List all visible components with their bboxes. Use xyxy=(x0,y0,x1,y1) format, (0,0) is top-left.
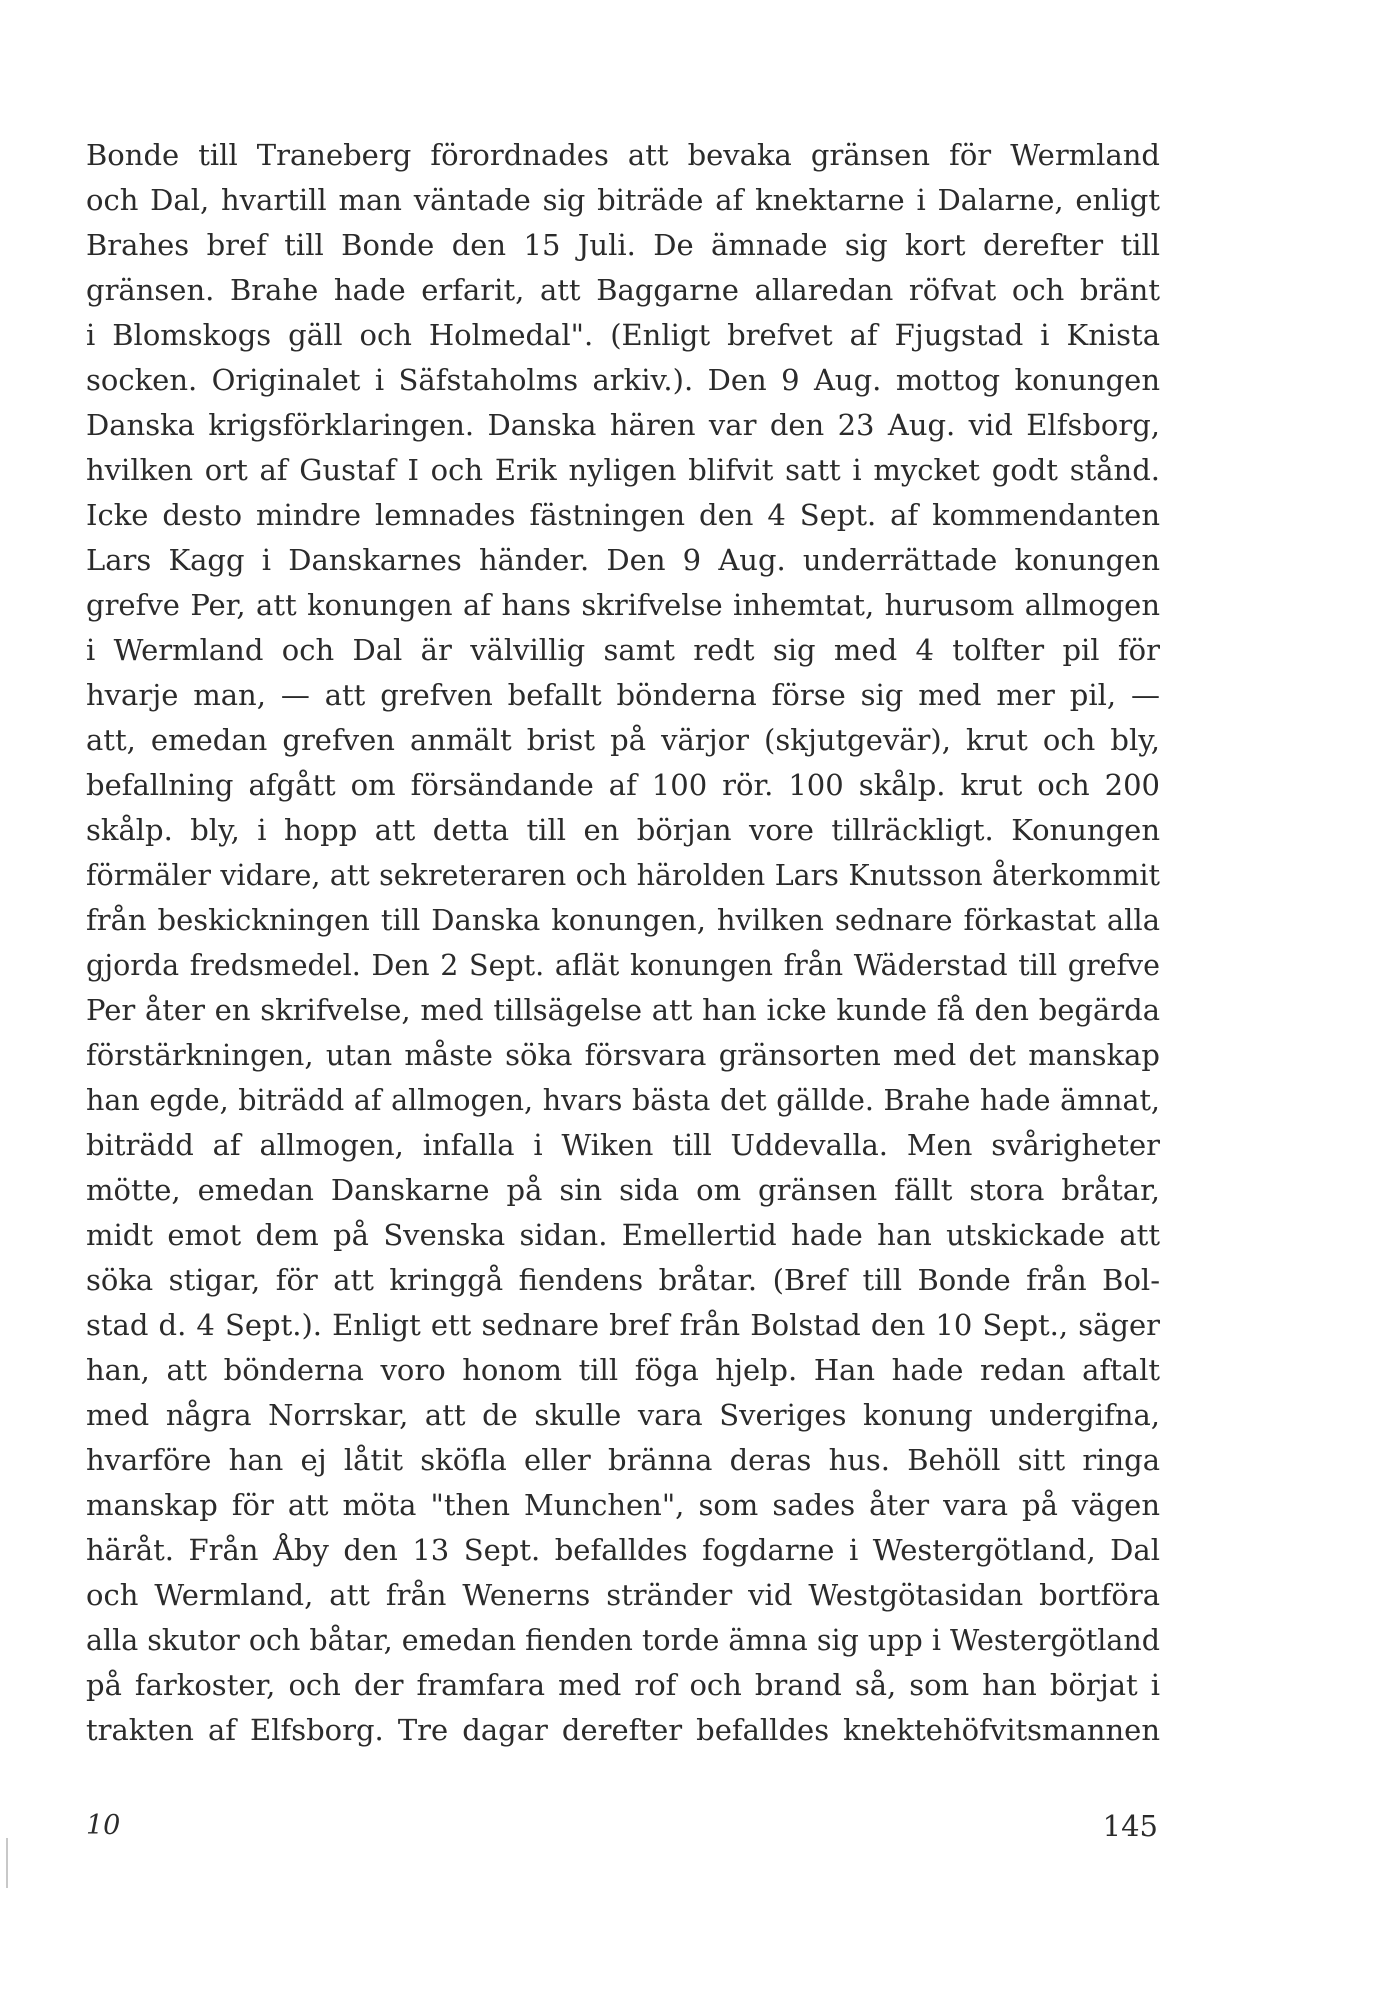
text-line: på farkoster, och der framfara med rof och brand så, som han börjat i xyxy=(86,1668,1160,1702)
text-line: mötte, emedan Danskarne på sin sida om gränsen fällt stora bråtar, xyxy=(86,1173,1160,1207)
text-line: grefve Per, att konungen af hans skrifvelse inhemtat, hurusom allmogen xyxy=(86,588,1160,622)
text-line: Bonde till Traneberg förordnades att bevaka gränsen för Wermland xyxy=(86,138,1160,172)
text-line: Danska krigsförklaringen. Danska hären var den 23 Aug. vid Elfsborg, xyxy=(86,408,1160,442)
text-line: manskap för att möta "then Munchen", som sades åter vara på vägen xyxy=(86,1488,1160,1522)
text-line: hvilken ort af Gustaf I och Erik nyligen blifvit satt i mycket godt stånd. xyxy=(86,453,1160,487)
text-line: häråt. Från Åby den 13 Sept. befalldes fogdarne i Westergötland, Dal xyxy=(86,1533,1160,1567)
text-line: med några Norrskar, att de skulle vara Sveriges konung undergifna, xyxy=(86,1398,1160,1432)
text-line: att, emedan grefven anmält brist på värjor (skjutgevär), krut och bly, xyxy=(86,723,1160,757)
text-line: förstärkningen, utan måste söka försvara gränsorten med det manskap xyxy=(86,1038,1160,1072)
text-line: förmäler vidare, att sekreteraren och härolden Lars Knutsson återkommit xyxy=(86,859,1160,892)
text-line: och Dal, hvartill man väntade sig biträde af knektarne i Dalarne, enligt xyxy=(86,183,1160,217)
text-line: och Wermland, att från Wenerns stränder vid Westgötasidan bortföra xyxy=(86,1578,1160,1612)
text-line: alla skutor och båtar, emedan fienden torde ämna sig upp i Westergötland xyxy=(86,1624,1160,1657)
scan-edge-mark xyxy=(6,1838,8,1888)
text-line: Lars Kagg i Danskarnes händer. Den 9 Aug. underrättade konungen xyxy=(86,543,1160,577)
text-line: Brahes bref till Bonde den 15 Juli. De ämnade sig kort derefter till xyxy=(86,228,1160,262)
text-line: gjorda fredsmedel. Den 2 Sept. aflät konungen från Wäderstad till grefve xyxy=(86,949,1160,982)
text-line: han, att bönderna voro honom till föga hjelp. Han hade redan aftalt xyxy=(86,1353,1160,1387)
text-line: befallning afgått om försändande af 100 rör. 100 skålp. krut och 200 xyxy=(86,768,1160,802)
text-line: han egde, biträdd af allmogen, hvars bästa det gällde. Brahe hade ämnat, xyxy=(86,1084,1160,1117)
text-line: stad d. 4 Sept.). Enligt ett sednare bref från Bolstad den 10 Sept., säger xyxy=(86,1308,1160,1342)
text-line: socken. Originalet i Säfstaholms arkiv.). Den 9 Aug. mottog konungen xyxy=(86,363,1160,397)
body-text xyxy=(86,133,1160,1753)
text-line: Per åter en skrifvelse, med tillsägelse att han icke kunde få den begärda xyxy=(86,993,1160,1027)
text-line: Icke desto mindre lemnades fästningen den 4 Sept. af kommendanten xyxy=(86,498,1160,532)
page-number: 145 xyxy=(1102,1809,1158,1843)
text-line: gränsen. Brahe hade erfarit, att Baggarne allaredan röfvat och bränt xyxy=(86,273,1160,307)
text-line: söka stigar, för att kringgå fiendens bråtar. (Bref till Bonde från Bol- xyxy=(86,1263,1160,1297)
text-line: hvarje man, — att grefven befallt bönderna förse sig med mer pil, — xyxy=(86,678,1160,712)
text-line: biträdd af allmogen, infalla i Wiken till Uddevalla. Men svårigheter xyxy=(86,1128,1160,1162)
signature-mark: 10 xyxy=(86,1810,121,1841)
text-line: i Wermland och Dal är välvillig samt redt sig med 4 tolfter pil för xyxy=(86,633,1160,667)
text-line: hvarföre han ej låtit sköfla eller bränna deras hus. Behöll sitt ringa xyxy=(86,1443,1160,1477)
text-line: i Blomskogs gäll och Holmedal". (Enligt brefvet af Fjugstad i Knista xyxy=(86,318,1160,352)
text-line: från beskickningen till Danska konungen, hvilken sednare förkastat alla xyxy=(86,903,1160,937)
text-line: trakten af Elfsborg. Tre dagar derefter befalldes knektehöfvitsmannen xyxy=(86,1713,1160,1747)
text-line: midt emot dem på Svenska sidan. Emellertid hade han utskickade att xyxy=(86,1218,1160,1252)
text-line: skålp. bly, i hopp att detta till en början vore tillräckligt. Konungen xyxy=(86,813,1160,847)
